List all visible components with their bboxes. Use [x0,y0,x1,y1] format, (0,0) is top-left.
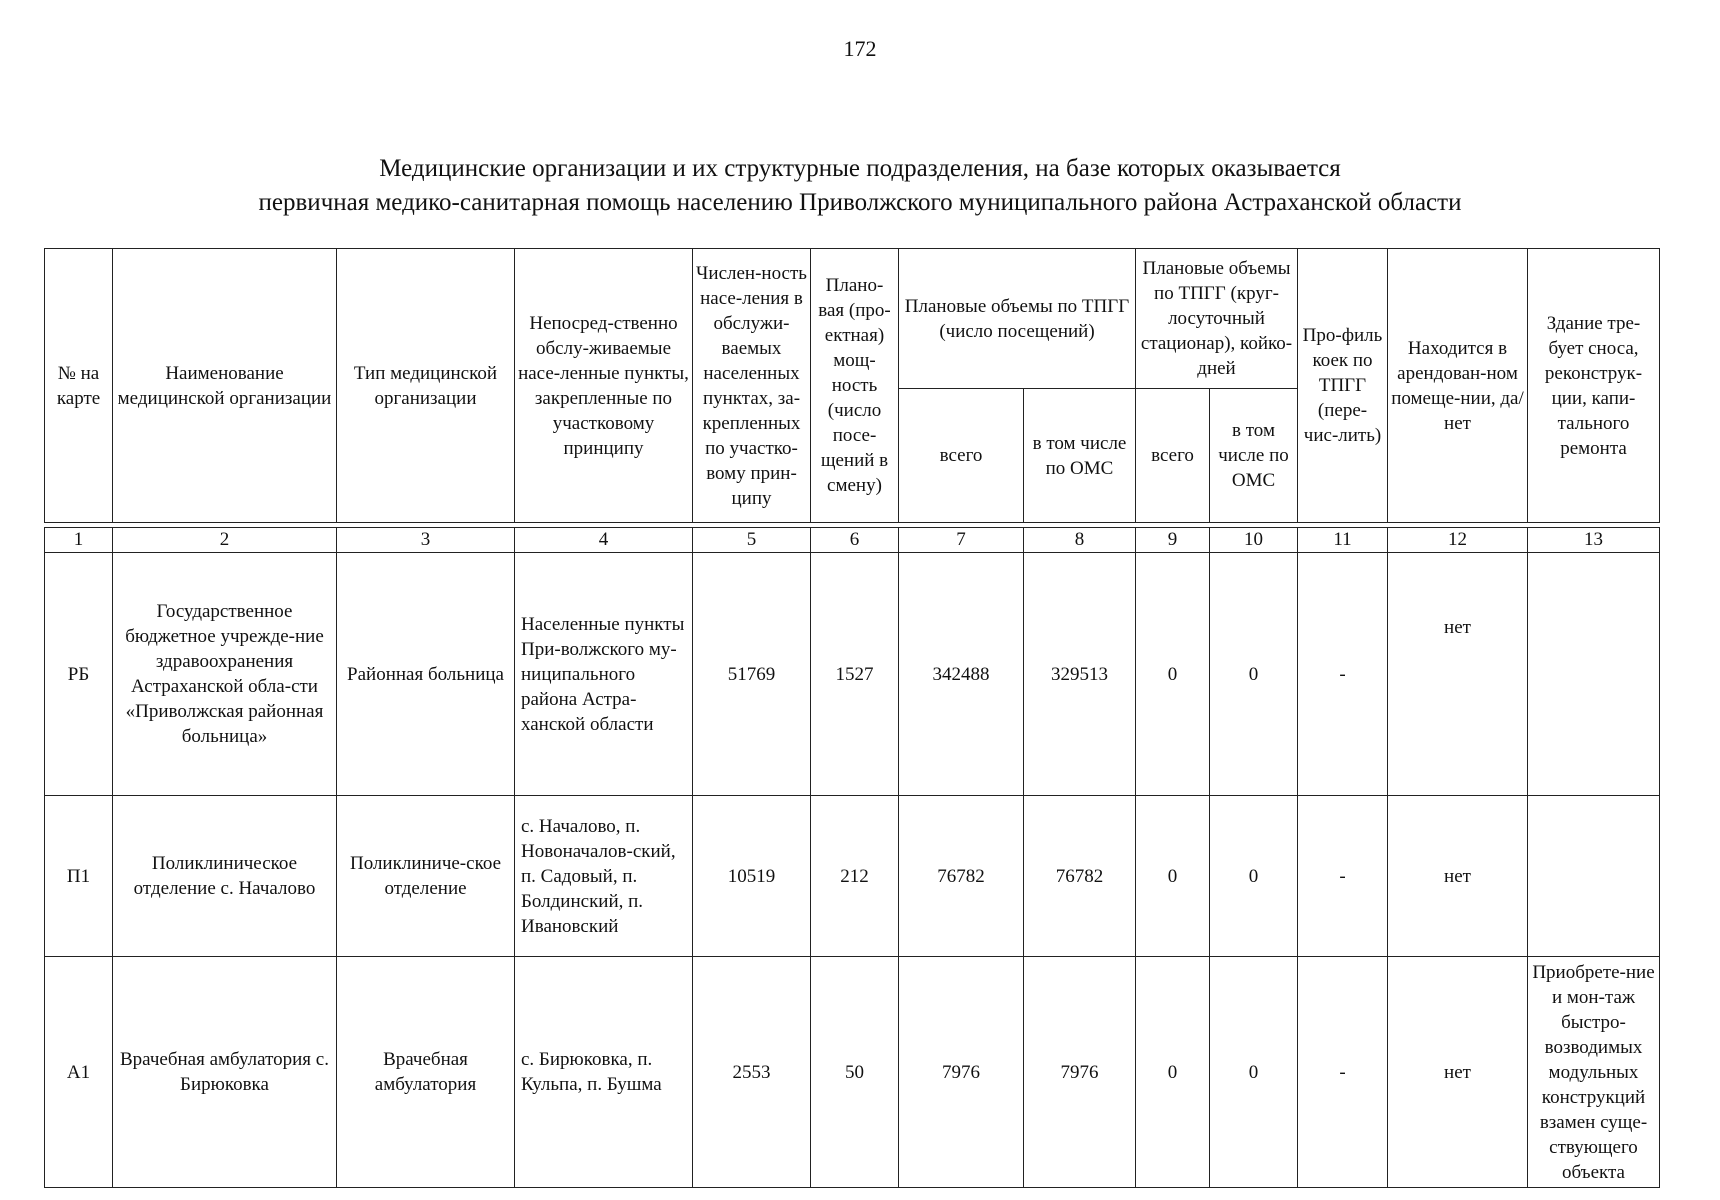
header-capacity: Плано-вая (про-ектная) мощ-ность (число посе-щений в смену) [811,249,899,523]
row-population: 10519 [693,796,811,957]
column-number: 13 [1528,528,1660,553]
table-row [45,957,1660,1188]
row-building: Приобрете-ние и мон-таж быстро-возводимых модульных конструкций взамен суще-ствующего объекта [1528,957,1660,1188]
row-rented: нет [1388,957,1528,1188]
row-settlements: с. Бирюковка, п. Кульпа, п. Бушма [515,957,693,1188]
organizations-table [44,248,1660,1188]
row-bed-profile: - [1298,796,1388,957]
row-rented: нет [1388,796,1528,957]
row-visits-total: 342488 [899,553,1024,796]
row-visits-total: 7976 [899,957,1024,1188]
row-org-name: Поликлиническое отделение с. Началово [113,796,337,957]
column-number: 10 [1210,528,1298,553]
row-beds-total: 0 [1136,796,1210,957]
row-building [1528,796,1660,957]
header-bed-profile: Про-филь коек по ТПГГ (пере-чис-лить) [1298,249,1388,523]
document-title [0,152,1720,220]
row-org-type: Поликлиниче-ское отделение [337,796,515,957]
column-number: 4 [515,528,693,553]
row-rented: нет [1388,553,1528,796]
header-visits-group: Плановые объемы по ТПГГ (число посещений) [899,249,1136,389]
row-visits-oms: 76782 [1024,796,1136,957]
row-settlements: Населенные пункты При-волжского му-ниципального района Астра-ханской области [515,553,693,796]
row-org-type: Районная больница [337,553,515,796]
column-number: 1 [45,528,113,553]
header-org-name: Наименование медицинской организации [113,249,337,523]
column-number: 2 [113,528,337,553]
title-line-2: первичная медико-санитарная помощь населению Приволжского муниципального района Астраханской области [258,189,1462,216]
row-org-name: Государственное бюджетное учрежде-ние здравоохранения Астраханской обла-сти «Приволжская районная больница» [113,553,337,796]
row-code: РБ [45,553,113,796]
row-beds-total: 0 [1136,957,1210,1188]
header-visits-oms: в том числе по ОМС [1024,389,1136,523]
header-org-type: Тип медицинской организации [337,249,515,523]
row-beds-total: 0 [1136,553,1210,796]
column-number: 12 [1388,528,1528,553]
header-beds-total: всего [1136,389,1210,523]
row-visits-total: 76782 [899,796,1024,957]
header-map-number: № на карте [45,249,113,523]
row-beds-oms: 0 [1210,957,1298,1188]
row-capacity: 212 [811,796,899,957]
row-settlements: с. Началово, п. Новоначалов-ский, п. Садовый, п. Болдинский, п. Ивановский [515,796,693,957]
header-beds-oms: в том числе по ОМС [1210,389,1298,523]
column-number: 5 [693,528,811,553]
header-beds-group: Плановые объемы по ТПГГ (круг-лосуточный стационар), койко-дней [1136,249,1298,389]
row-code: П1 [45,796,113,957]
title-line-1: Медицинские организации и их структурные подразделения, на базе которых оказывается [379,155,1341,182]
column-number: 6 [811,528,899,553]
column-number: 7 [899,528,1024,553]
header-building: Здание тре-бует сноса, реконструк-ции, капи-тального ремонта [1528,249,1660,523]
column-number: 3 [337,528,515,553]
header-population: Числен-ность насе-ления в обслужи-ваемых населенных пунктах, за-крепленных по участко-вому прин-ципу [693,249,811,523]
column-number: 9 [1136,528,1210,553]
row-population: 2553 [693,957,811,1188]
row-visits-oms: 7976 [1024,957,1136,1188]
column-number-row [45,528,1660,553]
row-org-name: Врачебная амбулатория с. Бирюковка [113,957,337,1188]
header-visits-total: всего [899,389,1024,523]
row-beds-oms: 0 [1210,796,1298,957]
row-capacity: 50 [811,957,899,1188]
row-bed-profile: - [1298,553,1388,796]
row-bed-profile: - [1298,957,1388,1188]
row-visits-oms: 329513 [1024,553,1136,796]
page-number: 172 [843,36,877,61]
column-number: 8 [1024,528,1136,553]
table-row [45,553,1660,796]
table-row [45,796,1660,957]
row-code: А1 [45,957,113,1188]
header-row-1 [45,249,1660,389]
row-capacity: 1527 [811,553,899,796]
row-org-type: Врачебная амбулатория [337,957,515,1188]
header-rented: Находится в арендован-ном помеще-нии, да/нет [1388,249,1528,523]
column-number: 11 [1298,528,1388,553]
row-population: 51769 [693,553,811,796]
header-settlements: Непосред-ственно обслу-живаемые насе-ленные пункты, закрепленные по участковому принципу [515,249,693,523]
row-building [1528,553,1660,796]
row-beds-oms: 0 [1210,553,1298,796]
